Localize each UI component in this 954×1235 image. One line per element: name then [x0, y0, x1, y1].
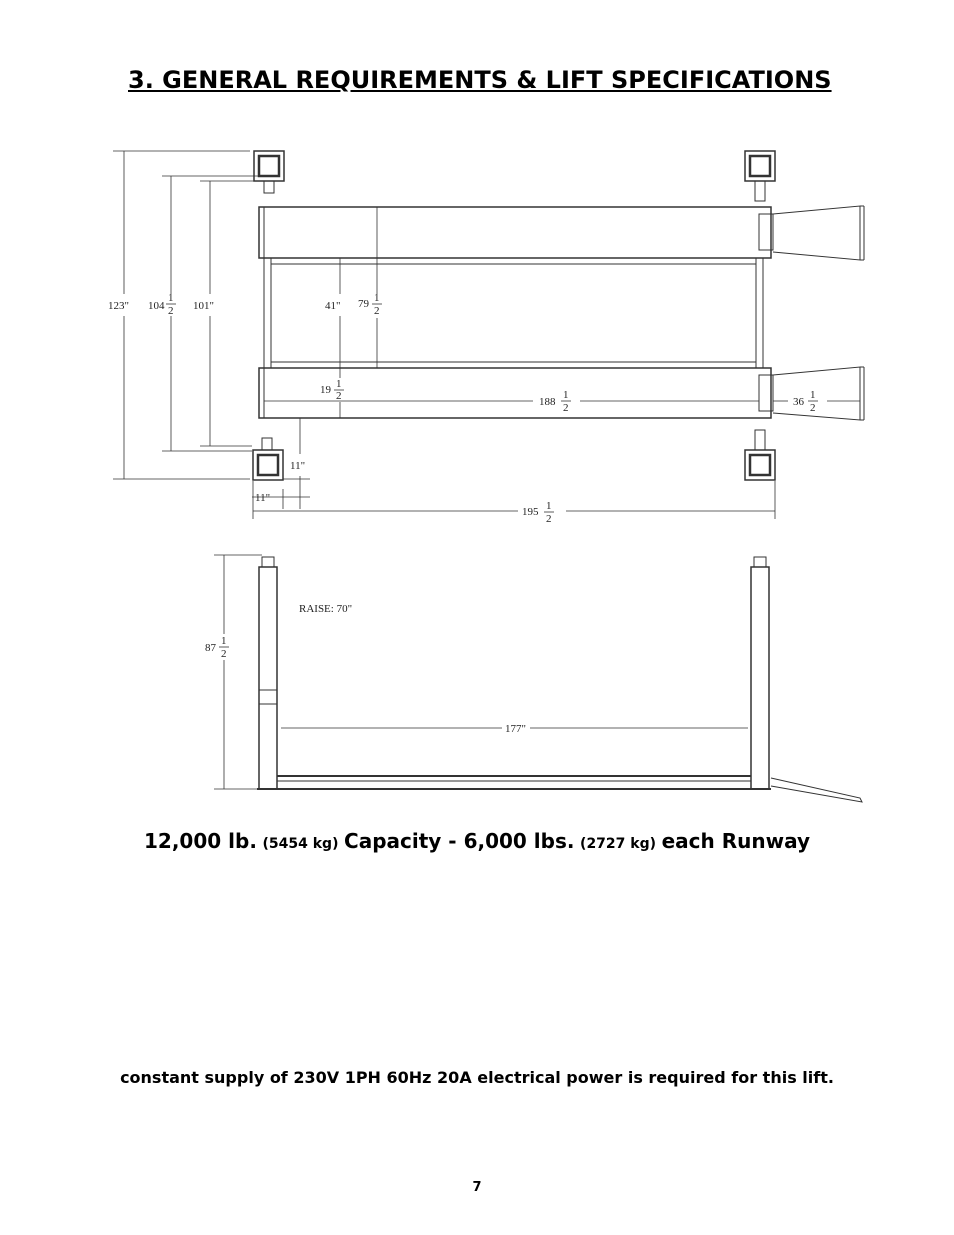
page-number: 7: [472, 1180, 482, 1195]
post-top-left: [254, 151, 284, 193]
capacity-statement: [0, 829, 954, 853]
dim-101: 101": [193, 300, 214, 312]
dim-19: 19: [320, 384, 331, 396]
runway-capacity: Capacity - 6,000 lbs.: [344, 829, 575, 853]
side-view: [214, 555, 862, 802]
dim-188-frac-num: 1: [563, 389, 569, 401]
dim-188: 188: [539, 396, 556, 408]
dim-104: 104: [148, 300, 165, 312]
page-heading: 3. GENERAL REQUIREMENTS & LIFT SPECIFICATIONS: [128, 66, 832, 94]
post-top-right: [745, 151, 775, 201]
dim-87: 87: [205, 642, 216, 654]
plan-view: [113, 151, 864, 519]
dim-188-frac-den: 2: [563, 402, 569, 414]
dim-177: 177": [505, 723, 526, 735]
total-capacity: 12,000 lb.: [144, 829, 257, 853]
total-capacity-kg: (5454 kg): [262, 836, 339, 852]
dim-79-frac-num: 1: [374, 292, 380, 304]
dim-36-frac-den: 2: [810, 402, 816, 414]
dim-36-frac-num: 1: [810, 389, 816, 401]
power-requirement-note: constant supply of 230V 1PH 60Hz 20A electrical power is required for this lift.: [120, 1068, 834, 1087]
dim-11-vertical: 11": [290, 460, 306, 472]
dim-104-frac-den: 2: [168, 305, 174, 317]
ramp-top: [759, 206, 864, 260]
dim-19-frac-den: 2: [336, 390, 342, 402]
dim-87-frac-num: 1: [221, 635, 227, 647]
dim-195: 195: [522, 506, 539, 518]
dim-11-horizontal: 11": [255, 492, 271, 504]
dim-19-frac-num: 1: [336, 378, 342, 390]
side-view-labels: [205, 603, 526, 735]
plan-view-labels: [108, 292, 818, 525]
dim-104-frac-num: 1: [168, 292, 174, 304]
dim-123: 123": [108, 300, 129, 312]
dim-41: 41": [325, 300, 341, 312]
runway-capacity-suffix: each Runway: [661, 829, 810, 853]
dim-79-frac-den: 2: [374, 305, 380, 317]
dim-195-frac-num: 1: [546, 500, 552, 512]
dim-87-frac-den: 2: [221, 648, 227, 660]
dim-79: 79: [358, 298, 369, 310]
raise-height-label: RAISE: 70": [299, 603, 353, 615]
runway-capacity-kg: (2727 kg): [580, 836, 657, 852]
dim-36: 36: [793, 396, 804, 408]
post-bottom-right: [745, 430, 775, 480]
post-bottom-left: [253, 438, 283, 480]
runway-top: [259, 207, 771, 258]
dim-195-frac-den: 2: [546, 513, 552, 525]
